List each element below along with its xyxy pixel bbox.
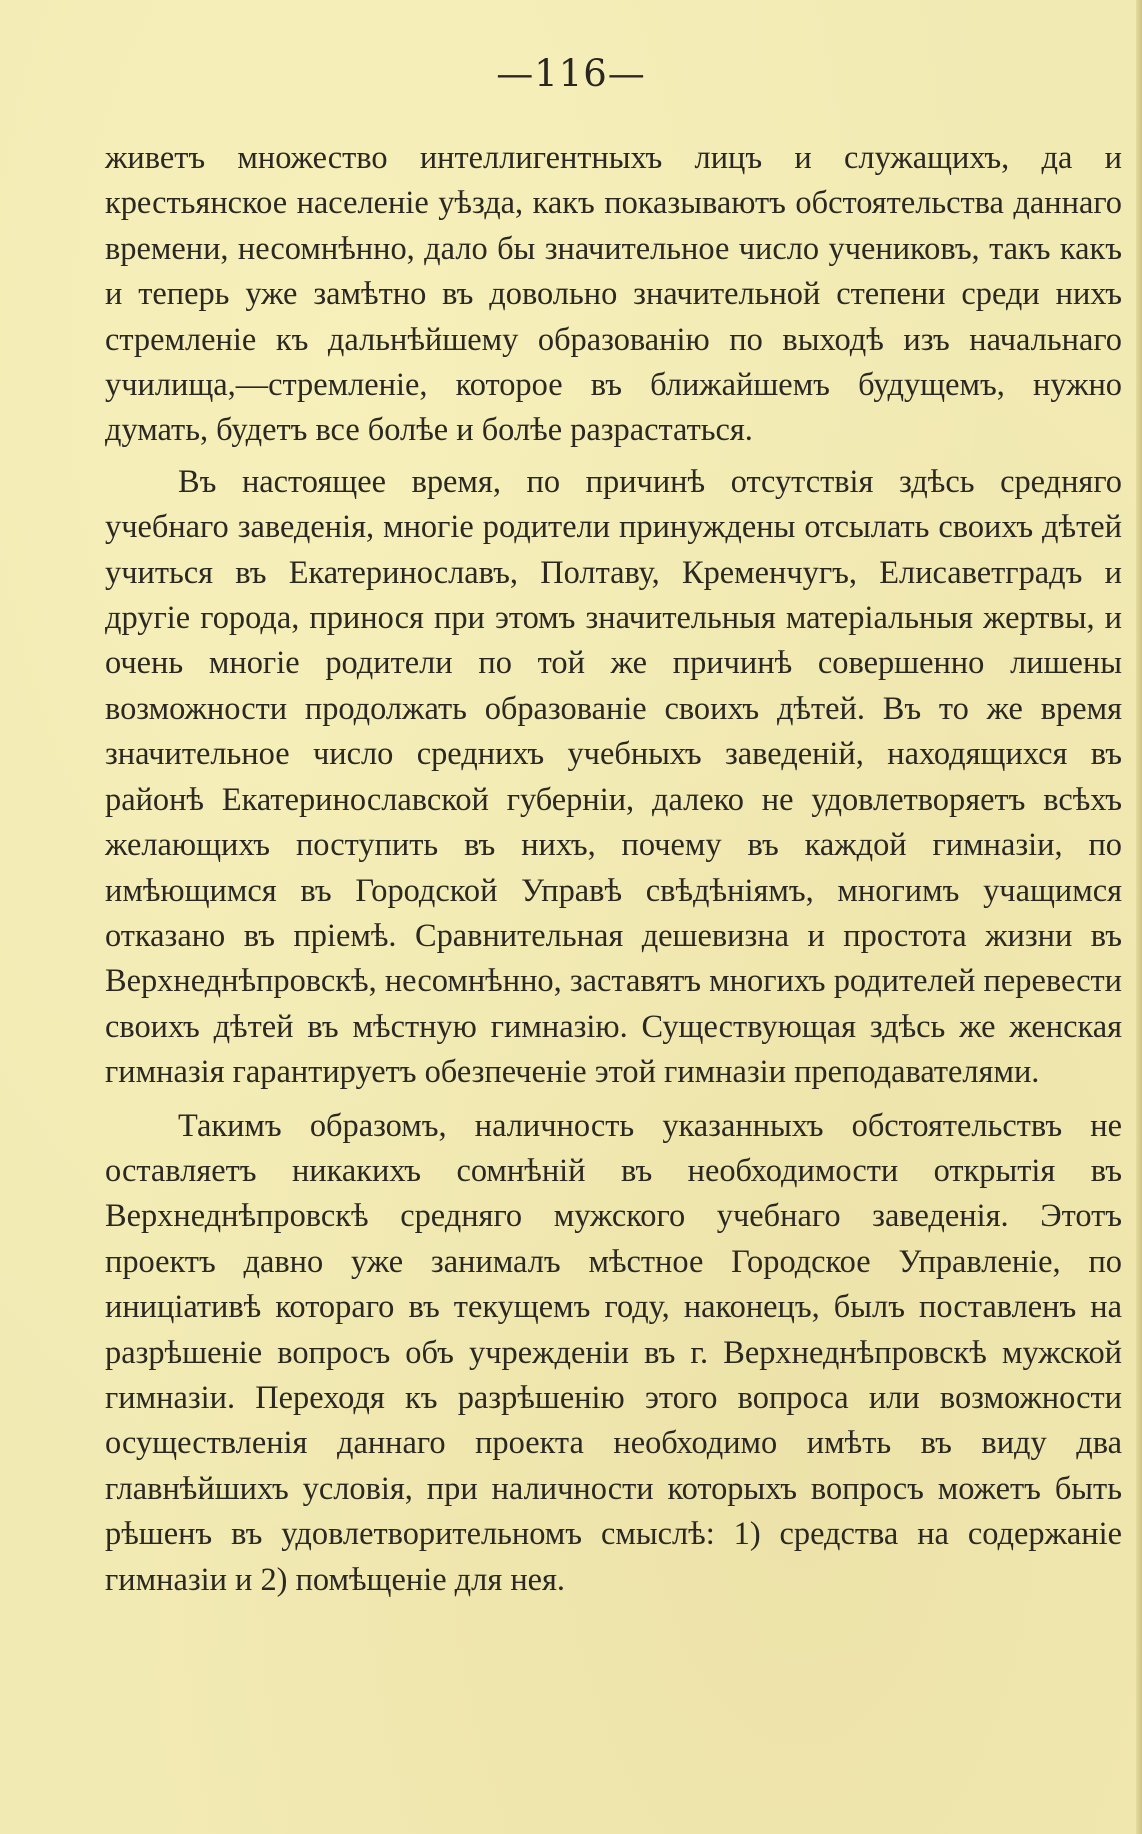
paragraph-3: Такимъ образомъ, наличность указанныхъ обстоятельствъ не оставляетъ никакихъ сомнѣній въ необходимости открытія въ Верхнеднѣпровскѣ средняго мужского учебнаго заведенія. Этотъ проектъ давно уже занималъ мѣстное Городское Управленіе, по иниціативѣ котораго въ текущемъ году, наконецъ, былъ поставленъ на разрѣшеніе вопросъ объ учрежденіи въ г. Верхнеднѣпровскѣ мужской гимназіи. Переходя къ разрѣшенію этого вопроса или возможности осуществленія даннаго проекта необходимо имѣть въ виду два главнѣйшихъ условія, при наличности которыхъ вопросъ можетъ быть рѣшенъ въ удовлетворительномъ смыслѣ: 1) средства на содержаніе гимназіи и 2) помѣщеніе для нея.	[105, 1107, 1122, 1598]
page-body	[105, 136, 1122, 1603]
paragraph-continuation: живетъ множество интеллигентныхъ лицъ и служащихъ, да и крестьянское населеніе уѣзда, какъ показываютъ обстоятельства даннаго времени, несомнѣнно, дало бы значительное число учениковъ, такъ какъ и теперь уже замѣтно въ довольно значительной степени среди нихъ стремленіе къ дальнѣйшему образованію по выходѣ изъ начальнаго училища,—стремленіе, которое въ ближайшемъ будущемъ, нужно думать, будетъ все болѣе и болѣе разрастаться.	[105, 140, 1122, 449]
page-edge	[1136, 0, 1142, 1834]
paragraph-2: Въ настоящее время, по причинѣ отсутствія здѣсь средняго учебнаго заведенія, многіе родители принуждены отсылать своихъ дѣтей учиться въ Екатеринославъ, Полтаву, Кременчугъ, Елисаветградъ и другіе города, принося при этомъ значительныя матеріальныя жертвы, и очень многіе родители по той же причинѣ совершенно лишены возможности продолжать образованіе своихъ дѣтей. Въ то же время значительное число среднихъ учебныхъ заведеній, находящихся въ районѣ Екатеринославской губерніи, далеко не удовлетворяетъ всѣхъ желающихъ поступить въ нихъ, почему въ каждой гимназіи, по имѣющимся въ Городской Управѣ свѣдѣніямъ, многимъ учащимся отказано въ пріемѣ. Сравнительная дешевизна и простота жизни въ Верхнеднѣпровскѣ, несомнѣнно, заставятъ многихъ родителей перевести своихъ дѣтей въ мѣстную гимназію. Существующая здѣсь же женская гимназія гарантируетъ обезпеченіе этой гимназіи преподавателями.	[105, 463, 1122, 1091]
page-number: —116—	[496, 52, 646, 95]
